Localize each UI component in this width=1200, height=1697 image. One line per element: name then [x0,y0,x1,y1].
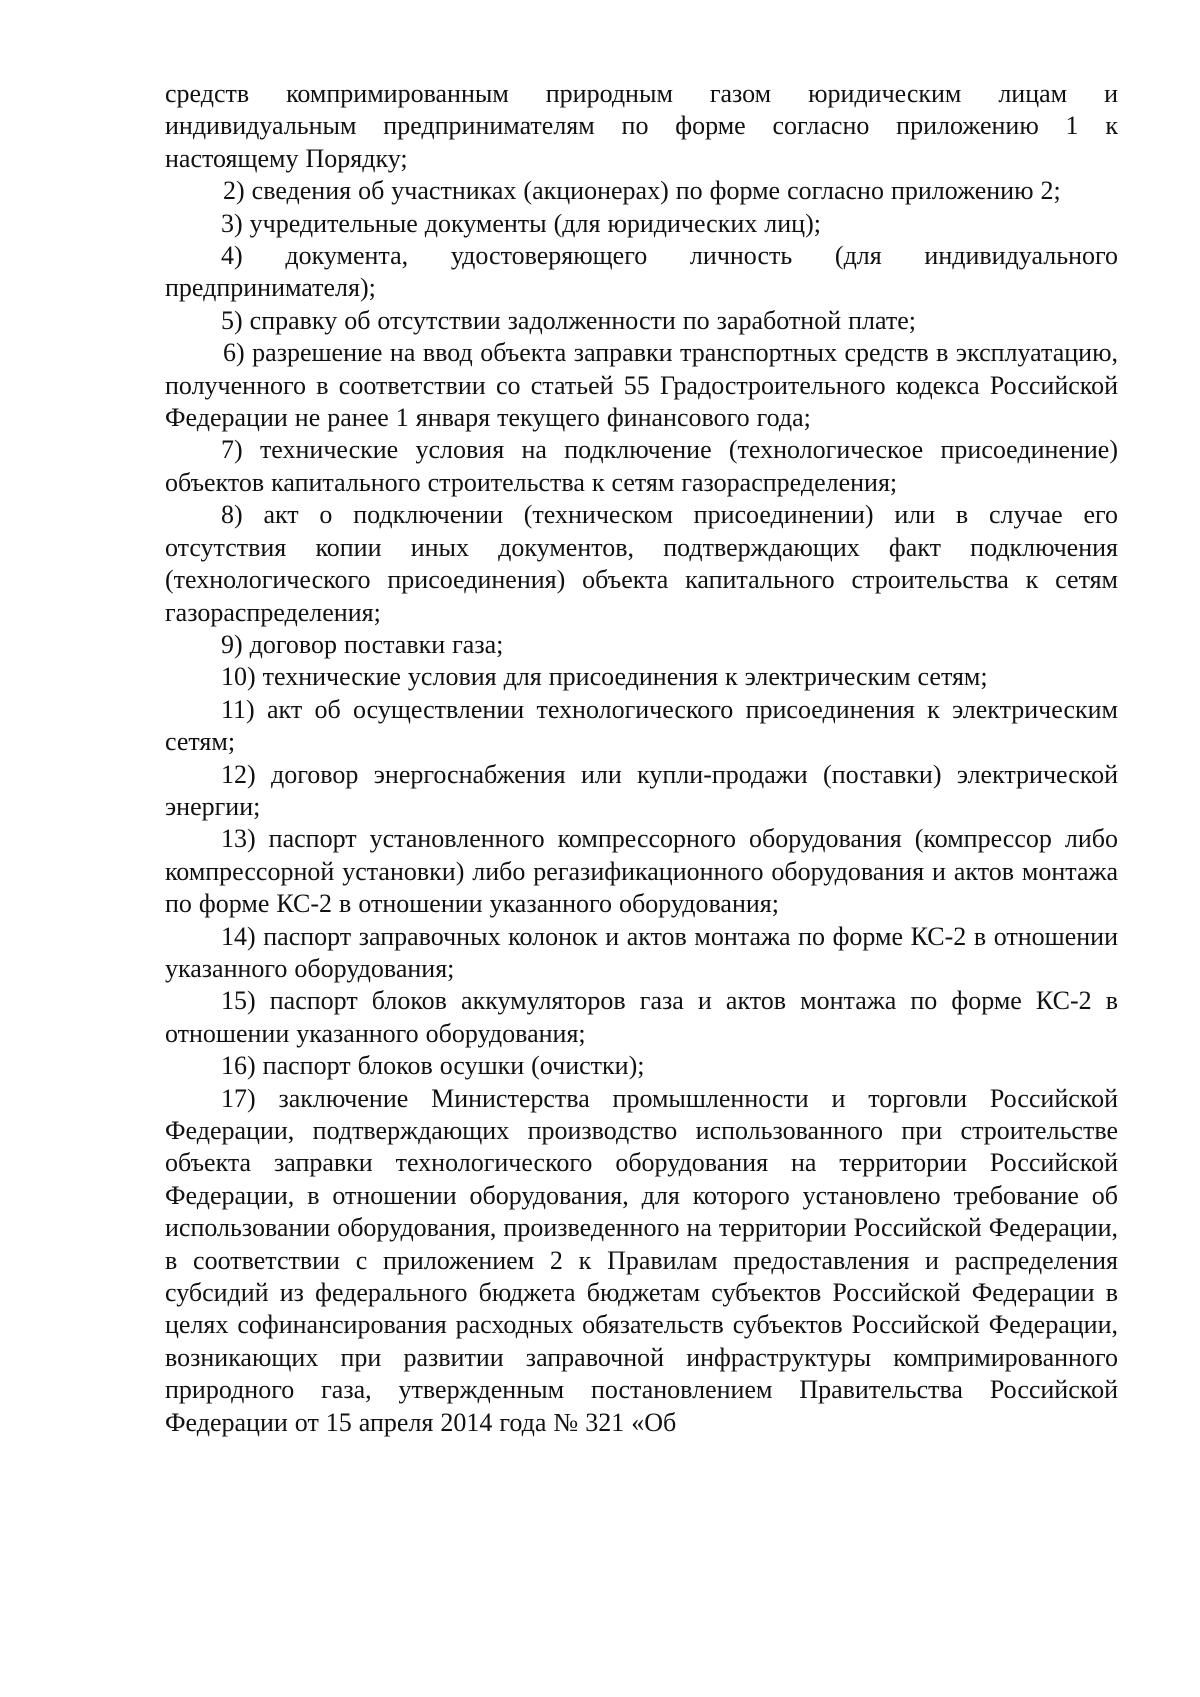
paragraph-item-6: 6) разрешение на ввод объекта заправки транспортных средств в эксплуатацию, полученного в соответствии со статьей 55 Градостроительного кодекса Российской Федерации не ранее 1 января текущего финансового года; [165,338,1118,433]
paragraph-item-7: 7) технические условия на подключение (технологическое присоединение) объектов капитального строительства к сетям газораспределения; [165,435,1118,497]
paragraph-item-8: 8) акт о подключении (техническом присоединении) или в случае его отсутствия копии иных документов, подтверждающих факт подключения (технологического присоединения) объекта капитального строительства к сетям газораспределения; [165,500,1118,627]
paragraph-item-12: 12) договор энергоснабжения или купли-продажи (поставки) электрической энергии; [165,759,1118,821]
paragraph-item-13: 13) паспорт установленного компрессорного оборудования (компрессор либо компрессорной установки) либо регазификационного оборудования и актов монтажа по форме КС-2 в отношении указанного оборудования; [165,824,1118,919]
paragraph-item-2: 2) сведения об участниках (акционерах) по форме согласно приложению 2; [223,176,1061,206]
paragraph-continuation: средств компримированным природным газом юридическим лицам и индивидуальным предпринимателям по форме согласно приложению 1 к настоящему Порядку; [165,79,1118,173]
paragraph-item-11: 11) акт об осуществлении технологического присоединения к электрическим сетям; [165,694,1118,757]
paragraph-item-15: 15) паспорт блоков аккумуляторов газа и актов монтажа по форме КС-2 в отношении указанного оборудования; [165,986,1118,1048]
paragraph-item-4: 4) документа, удостоверяющего личность (для индивидуального предпринимателя); [165,241,1118,303]
paragraph-item-10: 10) технические условия для присоединения к электрическим сетям; [221,662,988,692]
paragraph-item-14: 14) паспорт заправочных колонок и актов монтажа по форме КС-2 в отношении указанного оборудования; [165,921,1118,983]
paragraph-item-3: 3) учредительные документы (для юридических лиц); [221,208,821,238]
paragraph-item-17: 17) заключение Министерства промышленности и торговли Российской Федерации, подтверждающих производство использованного при строительстве объекта заправки технологического оборудования на территории Российской Федерации, в отношении оборудования, для которого установлено требование об использовании оборудования, произведенного на территории Российской Федерации, в соответствии с приложением 2 к Правилам предоставления и распределения субсидий из федерального бюджета бюджетам субъектов Российской Федерации в целях софинансирования расходных обязательств субъектов Российской Федерации, возникающих при развитии заправочной инфраструктуры компримированного природного газа, утвержденным постановлением Правительства Российской Федерации от 15 апреля 2014 года № 321 «Об [165,1083,1119,1437]
paragraph-item-5: 5) справку об отсутствии задолженности по заработной плате; [221,305,916,335]
paragraph-item-9: 9) договор поставки газа; [221,629,504,659]
document-body [165,78,1118,1439]
paragraph-item-16: 16) паспорт блоков осушки (очистки); [221,1051,645,1081]
